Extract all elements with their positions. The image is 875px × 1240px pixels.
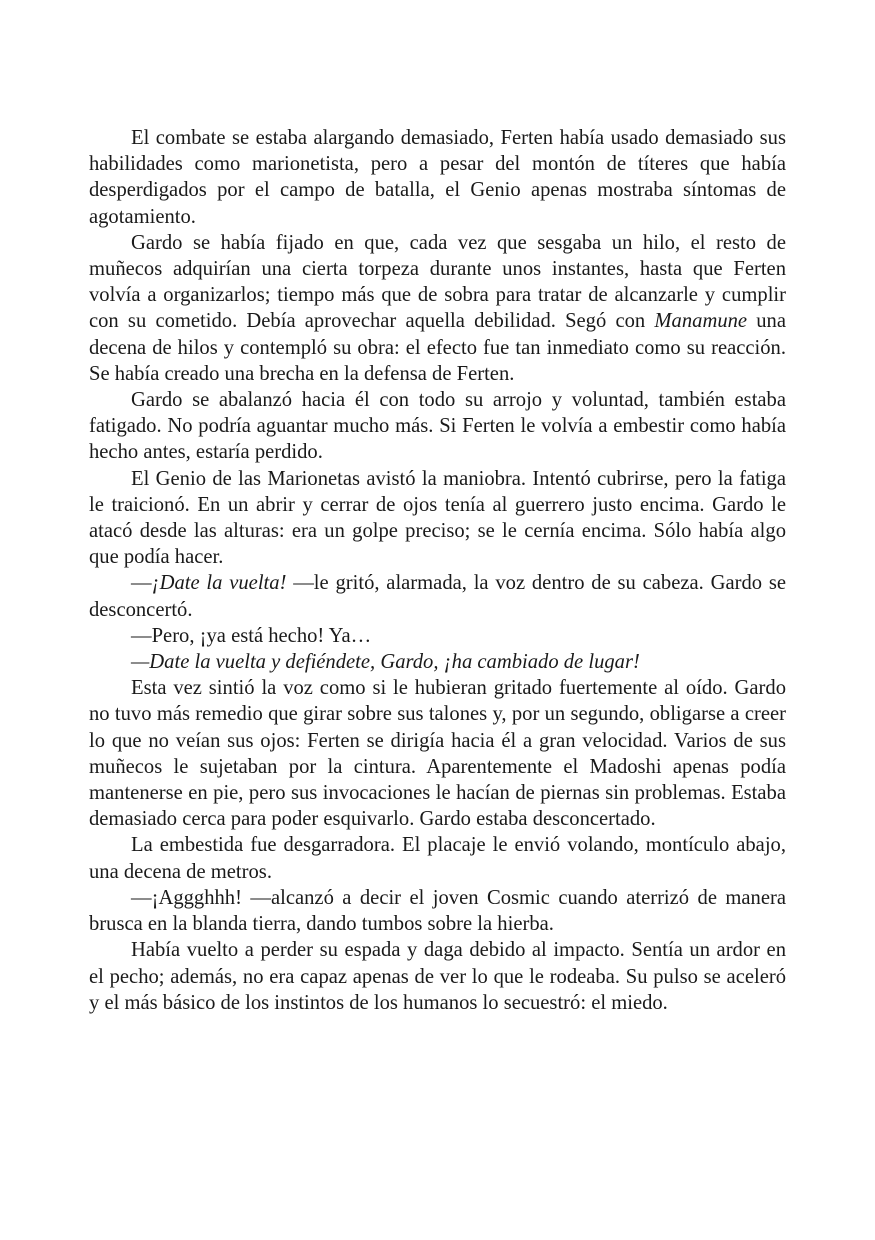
text-run: La embestida fue desgarradora. El placaje le envió volando, montículo abajo, una decena de metros. [89,834,786,883]
text-run: —le gritó, alarmada, la voz dentro de su cabeza. Gardo se desconcertó. [89,572,786,621]
paragraph [89,937,786,1016]
paragraph [89,885,786,937]
paragraph [89,570,786,622]
text-run: — [131,572,152,595]
paragraph [89,466,786,571]
italic-text-run: Manamune [654,310,748,333]
paragraph [89,623,786,649]
text-run: una decena de hilos y contempló su obra: el efecto fue tan inmediato como su reacción. Se había creado una brecha en la defensa de Ferten. [89,310,786,385]
text-run: Gardo se abalanzó hacia él con todo su arrojo y voluntad, también estaba fatigado. No podría aguantar mucho más. Si Ferten le volvía a embestir como había hecho antes, estaría perdido. [89,389,786,464]
italic-text-run: ¡Date la vuelta! [151,572,287,595]
text-run: El combate se estaba alargando demasiado, Ferten había usado demasiado sus habilidades como marionetista, pero a pesar del montón de títeres que había desperdigados por el campo de batalla, el Genio apenas mostraba síntomas de agotamiento. [89,127,786,228]
text-run: —¡Aggghhh! —alcanzó a decir el joven Cosmic cuando aterrizó de manera brusca en la blanda tierra, dando tumbos sobre la hierba. [89,886,786,936]
paragraph [89,125,786,230]
body-text [89,125,786,1016]
paragraph [89,387,786,466]
text-run: Esta vez sintió la voz como si le hubieran gritado fuertemente al oído. Gardo no tuvo más remedio que girar sobre sus talones y, por un segundo, obligarse a creer lo que no veían sus ojos: Ferten se dirigía hacia él a gran velocidad. Varios de sus muñecos le sujetaban por la cintura. Aparentemente el Madoshi apenas podía mantenerse en pie, pero sus invocaciones le hacían de piernas sin problemas. Estaba demasiado cerca para poder esquivarlo. Gardo estaba desconcertado. [89,677,786,831]
text-run: Gardo se había fijado en que, cada vez que sesgaba un hilo, el resto de muñecos adquirían una cierta torpeza durante unos instantes, hasta que Ferten volvía a organizarlos; tiempo más que de sobra para tratar de alcanzarle y cumplir con su cometido. Debía aprovechar aquella debilidad. Segó con [89,231,786,333]
paragraph [89,230,786,387]
text-run: El Genio de las Marionetas avistó la maniobra. Intentó cubrirse, pero la fatiga le traicionó. En un abrir y cerrar de ojos tenía al guerrero justo encima. Gardo le atacó desde las alturas: era un golpe preciso; se le cernía encima. Sólo había algo que podía hacer. [89,467,786,569]
paragraph [89,649,786,675]
text-run: —Pero, ¡ya está hecho! Ya… [131,624,372,647]
italic-text-run: —Date la vuelta y defiéndete, Gardo, ¡ha cambiado de lugar! [131,651,640,674]
text-run: Había vuelto a perder su espada y daga debido al impacto. Sentía un ardor en el pecho; además, no era capaz apenas de ver lo que le rodeaba. Su pulso se aceleró y el más básico de los instintos de los humanos lo secuestró: el miedo. [89,939,786,1014]
paragraph [89,832,786,884]
paragraph [89,675,786,832]
